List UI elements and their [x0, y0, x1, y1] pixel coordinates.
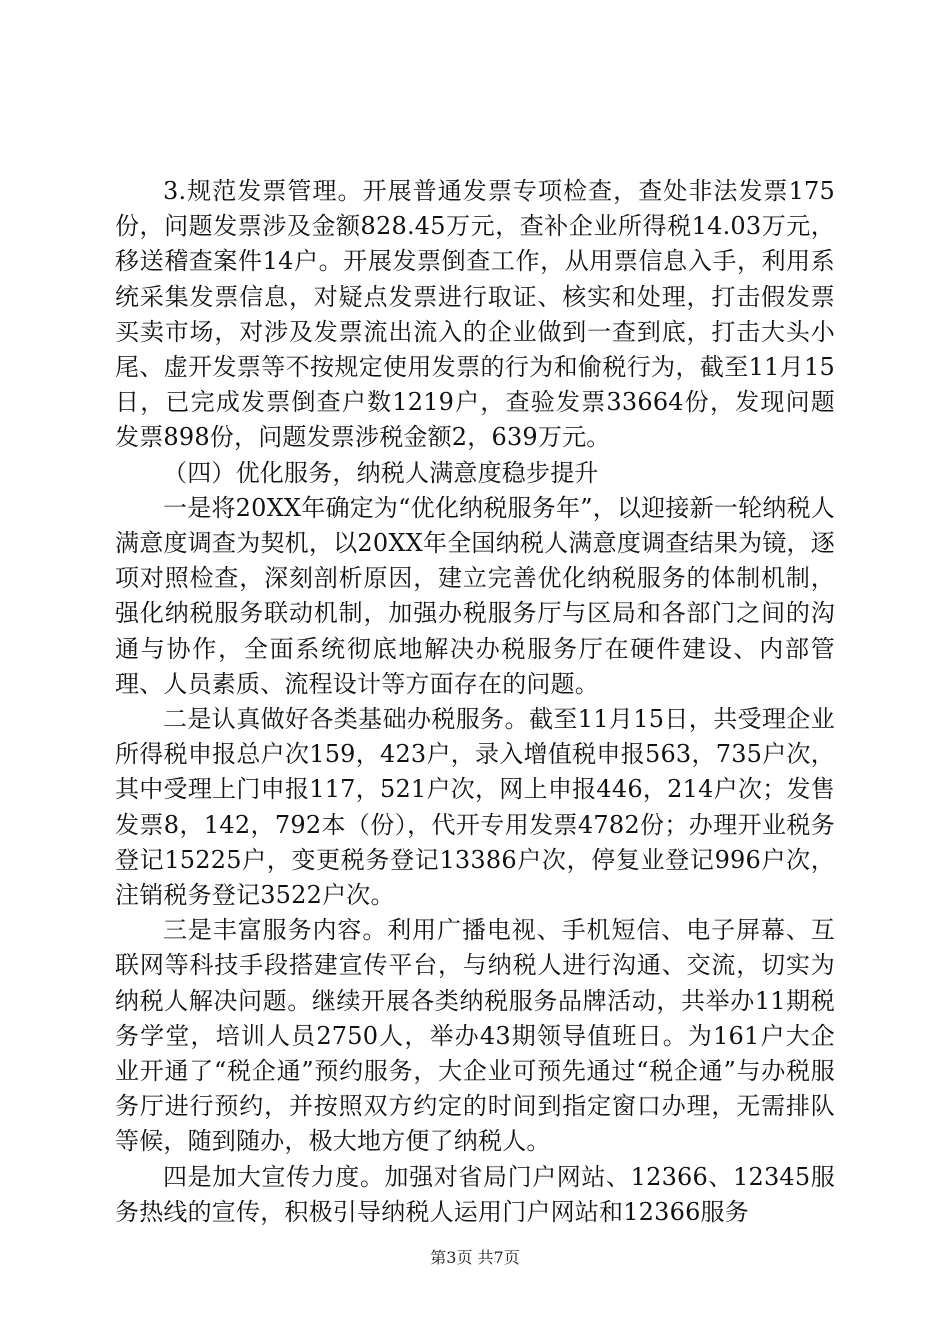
- section-heading-service: （四）优化服务，纳税人满意度稳步提升: [163, 458, 599, 487]
- document-body: [115, 174, 835, 1230]
- paragraph-basic-services: 二是认真做好各类基础办税服务。截至11月15日，共受理企业所得税申报总户次159，423户，录入增值税申报563，735户次，其中受理上门申报117，521户次，网上申报446，214户次；发售发票8，142，792本（份），代开专用发票4782份；办理开业税务登记15225户，变更税务登记13386户次，停复业登记996户次，注销税务登记3522户次。: [115, 705, 835, 910]
- page-number-footer: 第3页 共7页: [430, 1248, 520, 1267]
- paragraph-service-year: 一是将20XX年确定为“优化纳税服务年”，以迎接新一轮纳税人满意度调查为契机，以20XX年全国纳税人满意度调查结果为镜，逐项对照检查，深刻剖析原因，建立完善优化纳税服务的体制机制，强化纳税服务联动机制，加强办税服务厅与区局和各部门之间的沟通与协作，全面系统彻底地解决办税服务厅在硬件建设、内部管理、人员素质、流程设计等方面存在的问题。: [115, 493, 835, 698]
- paragraph-service-content: 三是丰富服务内容。利用广播电视、手机短信、电子屏幕、互联网等科技手段搭建宣传平台，与纳税人进行沟通、交流，切实为纳税人解决问题。继续开展各类纳税服务品牌活动，共举办11期税务学堂，培训人员2750人，举办43期领导值班日。为161户大企业开通了“税企通”预约服务，大企业可预先通过“税企通”与办税服务厅进行预约，并按照双方约定的时间到指定窗口办理，无需排队等候，随到随办，极大地方便了纳税人。: [115, 916, 835, 1156]
- paragraph-publicity: 四是加大宣传力度。加强对省局门户网站、12366、12345服务热线的宣传，积极引导纳税人运用门户网站和12366服务: [115, 1162, 835, 1226]
- paragraph-invoice-management: 3.规范发票管理。开展普通发票专项检查，查处非法发票175份，问题发票涉及金额828.45万元，查补企业所得税14.03万元，移送稽查案件14户。开展发票倒查工作，从用票信息入手，利用系统采集发票信息，对疑点发票进行取证、核实和处理，打击假发票买卖市场，对涉及发票流出流入的企业做到一查到底，打击大头小尾、虚开发票等不按规定使用发票的行为和偷税行为，截至11月15日，已完成发票倒查户数1219户，查验发票33664份，发现问题发票898份，问题发票涉税金额2，639万元。: [115, 177, 835, 452]
